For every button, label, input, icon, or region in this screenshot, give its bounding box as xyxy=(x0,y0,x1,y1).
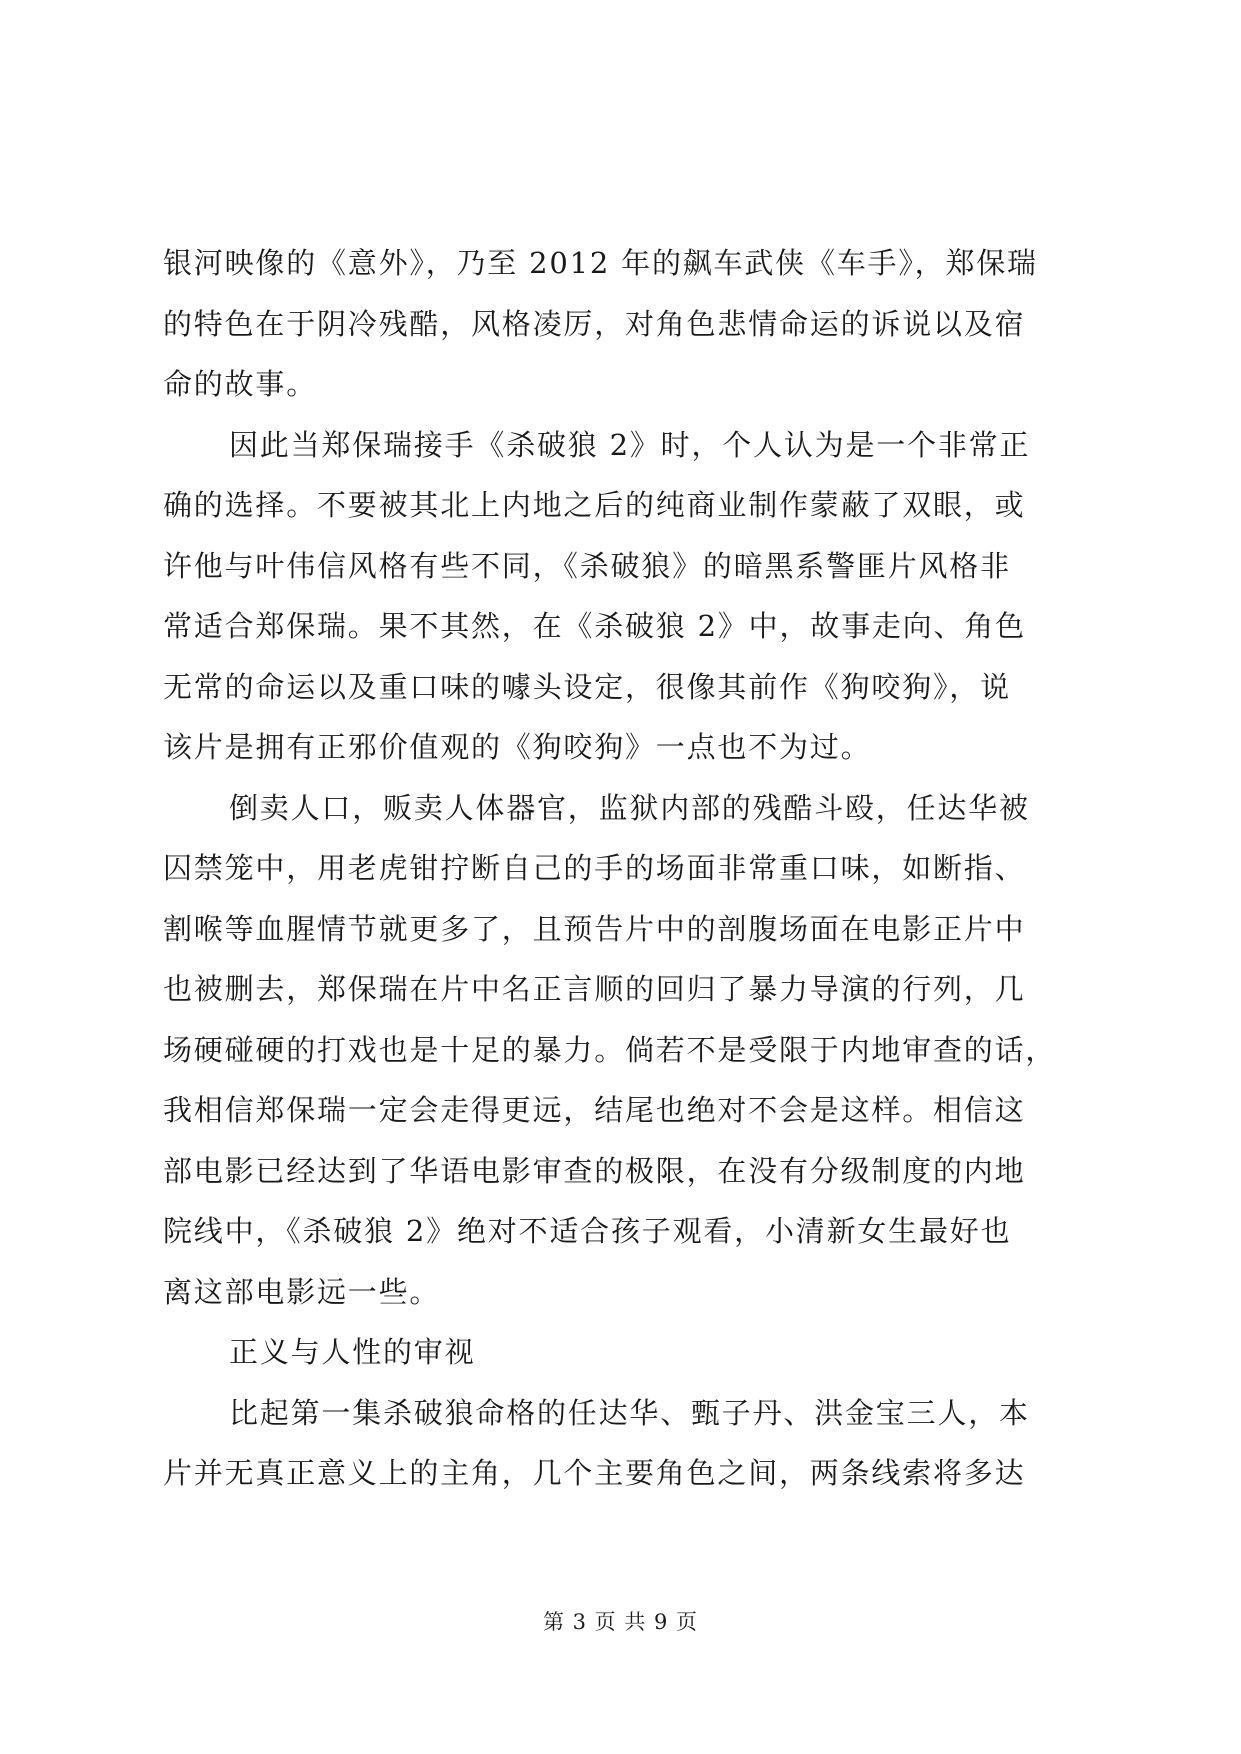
text-line: 银河映像的《意外》，乃至 2012 年的飙车武侠《车手》，郑保瑞 xyxy=(163,246,1038,280)
text-line: 片并无真正意义上的主角，几个主要角色之间，两条线索将多达 xyxy=(163,1456,1026,1490)
text-line: 我相信郑保瑞一定会走得更远，结尾也绝对不会是这样。相信这 xyxy=(163,1093,1026,1127)
text-line: 离这部电影远一些。 xyxy=(163,1274,441,1309)
document-body xyxy=(163,233,1083,1504)
page-footer: 第 3 页 共 9 页 xyxy=(542,1610,699,1634)
text-line: 确的选择。不要被其北上内地之后的纯商业制作蒙蔽了双眼，或 xyxy=(163,488,1026,522)
text-line: 部电影已经达到了华语电影审查的极限，在没有分级制度的内地 xyxy=(163,1153,1026,1188)
text-line: 无常的命运以及重口味的噱头设定，很像其前作《狗咬狗》，说 xyxy=(163,669,1011,704)
paragraph xyxy=(163,1383,1083,1504)
text-line: 正义与人性的审视 xyxy=(229,1335,476,1369)
text-line: 命的故事。 xyxy=(163,367,318,401)
paragraph xyxy=(163,233,1083,415)
text-line: 场硬碰硬的打戏也是十足的暴力。倘若不是受限于内地审查的话， xyxy=(163,1032,1057,1067)
text-line: 割喉等血腥情节就更多了，且预告片中的剖腹场面在电影正片中 xyxy=(163,911,1026,946)
text-line: 比起第一集杀破狼命格的任达华、甄子丹、洪金宝三人，本 xyxy=(229,1395,1030,1430)
paragraph xyxy=(163,415,1083,778)
text-line: 因此当郑保瑞接手《杀破狼 2》时，个人认为是一个非常正 xyxy=(229,427,1031,462)
text-line: 该片是拥有正邪价值观的《狗咬狗》一点也不为过。 xyxy=(163,730,872,764)
text-line: 院线中，《杀破狼 2》绝对不适合孩子观看，小清新女生最好也 xyxy=(163,1214,1012,1248)
text-line: 倒卖人口，贩卖人体器官，监狱内部的残酷斗殴，任达华被 xyxy=(229,790,1030,825)
text-line: 也被删去，郑保瑞在片中名正言顺的回归了暴力导演的行列，几 xyxy=(163,972,1026,1006)
paragraph xyxy=(163,1322,1083,1383)
text-line: 常适合郑保瑞。果不其然，在《杀破狼 2》中，故事走向、角色 xyxy=(163,609,1026,643)
text-line: 许他与叶伟信风格有些不同，《杀破狼》的暗黑系警匪片风格非 xyxy=(163,548,1011,583)
text-line: 的特色在于阴冷残酷，风格凌厉，对角色悲情命运的诉说以及宿 xyxy=(163,306,1026,341)
paragraph xyxy=(163,778,1083,1323)
text-line: 囚禁笼中，用老虎钳拧断自己的手的场面非常重口味，如断指、 xyxy=(163,851,1026,885)
